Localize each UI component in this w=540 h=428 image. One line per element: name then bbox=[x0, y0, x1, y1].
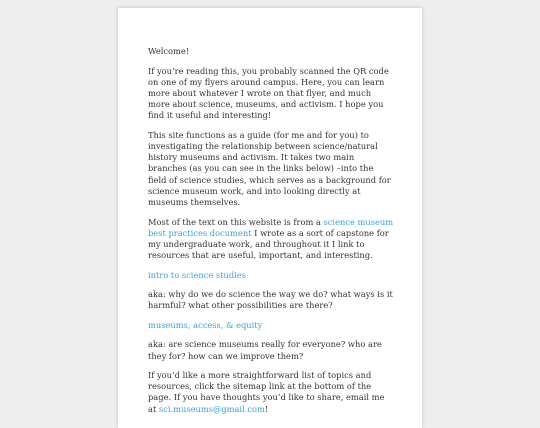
museums-aka: aka: are science museums really for everyone? who are they for? how can we improve them? bbox=[148, 339, 382, 361]
closing-text-prefix: If you’d like a more straightforward list of topics and resources, click the sitemap link at the bottom of the page. If you have thoughts you’d like to share, email me at bbox=[148, 370, 385, 414]
email-link[interactable]: sci.museums@gmail.com bbox=[158, 403, 265, 414]
science-studies-aka: aka: why do we do science the way we do? what ways is it harmful? what other possibilities are there? bbox=[148, 289, 393, 311]
content-card bbox=[118, 8, 422, 428]
source-text-prefix: Most of the text on this website is from a bbox=[148, 216, 324, 227]
best-practices-document-link[interactable]: science museum best practices document bbox=[148, 216, 394, 238]
article-body bbox=[148, 46, 394, 423]
museums-link-paragraph bbox=[148, 320, 394, 331]
closing-paragraph bbox=[148, 370, 394, 415]
museums-access-equity-link[interactable]: museums, access, & equity bbox=[148, 319, 263, 330]
closing-text-suffix: ! bbox=[264, 403, 269, 414]
source-paragraph bbox=[148, 217, 394, 262]
welcome-heading: Welcome! bbox=[148, 46, 190, 56]
intro-paragraph: If you’re reading this, you probably scanned the QR code on one of my flyers around campus. Here, you can learn more about whatever I wrote on that flyer, and much more about science, museums, and activism. I hope you find it useful and interesting! bbox=[148, 65, 389, 121]
intro-science-studies-link[interactable]: intro to science studies bbox=[148, 269, 246, 280]
science-studies-link-paragraph bbox=[148, 270, 394, 281]
guide-paragraph: This site functions as a guide (for me and for you) to investigating the relationship between science/natural history museums and activism. It takes two main branches (as you can see in the links below) –into the field of science studies, which serves as a background for science museum work, and into looking directly at museums themselves. bbox=[148, 129, 391, 208]
source-text-suffix: I wrote as a sort of capstone for my undergraduate work, and throughout it I link to resources that are useful, important, and interesting. bbox=[148, 227, 389, 261]
